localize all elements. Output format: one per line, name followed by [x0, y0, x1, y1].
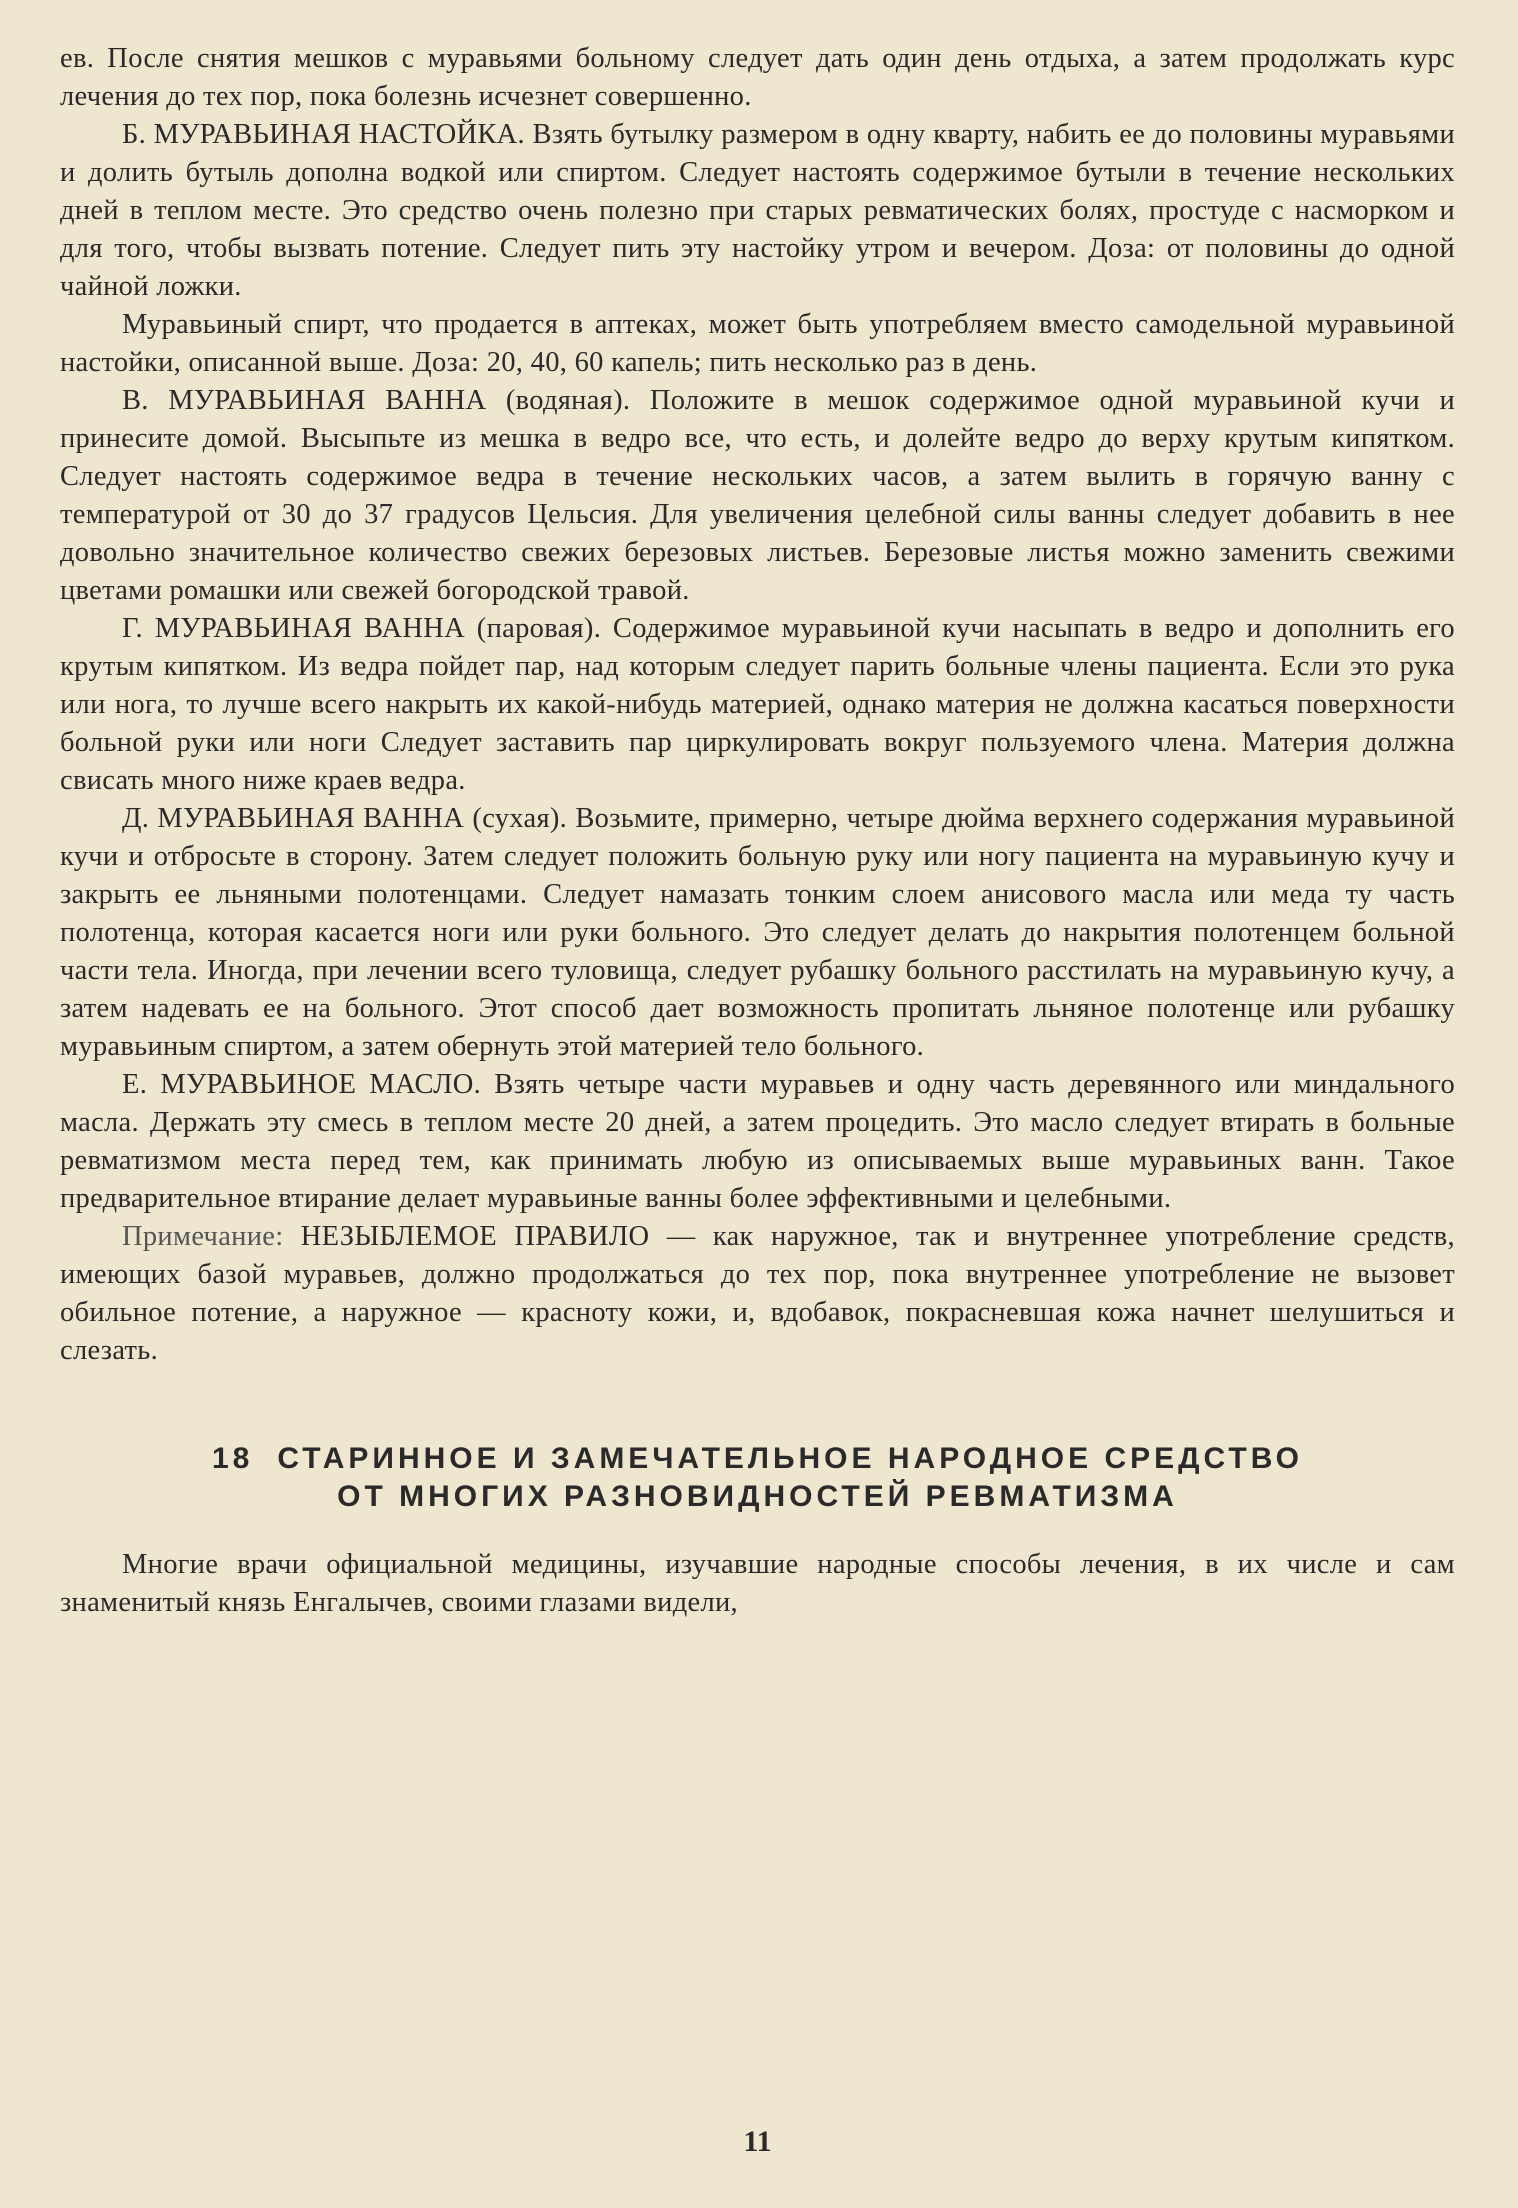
- note-label: Примечание:: [122, 1221, 284, 1252]
- paragraph-ant-tincture: Б. МУРАВЬИНАЯ НАСТОЙКА. Взять бутылку размером в одну кварту, набить ее до половины муравьями и долить бутыль дополна водкой или спиртом. Следует настоять содержимое бутыли в течение нескольких дней в теплом месте. Это средство очень полезно при старых ревматических болях, простуде с насморком и для того, чтобы вызвать потение. Следует пить эту настойку утром и вечером. Доза: от половины до одной чайной ложки.: [60, 119, 1455, 302]
- chapter-title-line2: ОТ МНОГИХ РАЗНОВИДНОСТЕЙ РЕВМАТИЗМА: [337, 1480, 1178, 1513]
- paragraph-note: [60, 1218, 1455, 1370]
- chapter-heading: [60, 1440, 1455, 1516]
- paragraph-ant-spirit: Муравьиный спирт, что продается в аптеках, может быть употребляем вместо самодельной муравьиной настойки, описанной выше. Доза: 20, 40, 60 капель; пить несколько раз в день.: [60, 309, 1455, 378]
- chapter-heading-line1: [60, 1440, 1455, 1478]
- paragraph-chapter-intro: Многие врачи официальной медицины, изучавшие народные способы лечения, в их числе и сам знаменитый князь Енгалычев, своими глазами видели,: [60, 1549, 1455, 1618]
- paragraph-ant-bath-water: В. МУРАВЬИНАЯ ВАННА (водяная). Положите в мешок содержимое одной муравьиной кучи и принесите домой. Высыпьте из мешка в ведро все, что есть, и долейте ведро до верху крутым кипятком. Следует настоять содержимое ведра в течение нескольких часов, а затем вылить в горячую ванну с температурой от 30 до 37 градусов Цельсия. Для увеличения целебной силы ванны следует добавить в нее довольно значительное количество свежих березовых листьев. Березовые листья можно заменить свежими цветами ромашки или свежей богородской травой.: [60, 385, 1455, 606]
- page-number: 11: [743, 2125, 772, 2158]
- chapter-body: [60, 1546, 1455, 1622]
- paragraph-continuation: ев. После снятия мешков с муравьями больному следует дать один день отдыха, а затем продолжать курс лечения до тех пор, пока болезнь исчезнет совершенно.: [60, 43, 1455, 112]
- note-text: НЕЗЫБЛЕМОЕ ПРАВИЛО — как наружное, так и внутреннее употребление средств, имеющих базой муравьев, должно продолжаться до тех пор, пока внутреннее употребление не вызовет обильное потение, а наружное — красноту кожи, и, вдобавок, покрасневшая кожа начнет шелушиться и слезать.: [60, 1221, 1455, 1366]
- body-text: [60, 40, 1455, 1370]
- paragraph-ant-bath-dry: Д. МУРАВЬИНАЯ ВАННА (сухая). Возьмите, примерно, четыре дюйма верхнего содержания муравьиной кучи и отбросьте в сторону. Затем следует положить больную руку или ногу пациента на муравьиную кучу и закрыть ее льняными полотенцами. Следует намазать тонким слоем анисового масла или меда ту часть полотенца, которая касается ноги или руки больного. Это следует делать до накрытия полотенцем больной части тела. Иногда, при лечении всего туловища, следует рубашку больного расстилать на муравьиную кучу, а затем надевать ее на больного. Этот способ дает возможность пропитать льняное полотенце или рубашку муравьиным спиртом, а затем обернуть этой материей тело больного.: [60, 803, 1455, 1062]
- paragraph-ant-bath-steam: Г. МУРАВЬИНАЯ ВАННА (паровая). Содержимое муравьиной кучи насыпать в ведро и дополнить его крутым кипятком. Из ведра пойдет пар, над которым следует парить больные члены пациента. Если это рука или нога, то лучше всего накрыть их какой-нибудь материей, однако материя не должна касаться поверхности больной руки или ноги Следует заставить пар циркулировать вокруг пользуемого члена. Материя должна свисать много ниже краев ведра.: [60, 613, 1455, 796]
- chapter-title-line1: СТАРИННОЕ И ЗАМЕЧАТЕЛЬНОЕ НАРОДНОЕ СРЕДСТВО: [277, 1442, 1304, 1475]
- chapter-number: 18: [211, 1442, 254, 1475]
- paragraph-ant-oil: Е. МУРАВЬИНОЕ МАСЛО. Взять четыре части муравьев и одну часть деревянного или миндального масла. Держать эту смесь в теплом месте 20 дней, а затем процедить. Это масло следует втирать в больные ревматизмом места перед тем, как принимать любую из описываемых выше муравьиных ванн. Такое предварительное втирание делает муравьиные ванны более эффективными и целебными.: [60, 1069, 1455, 1214]
- document-page: [60, 40, 1455, 2180]
